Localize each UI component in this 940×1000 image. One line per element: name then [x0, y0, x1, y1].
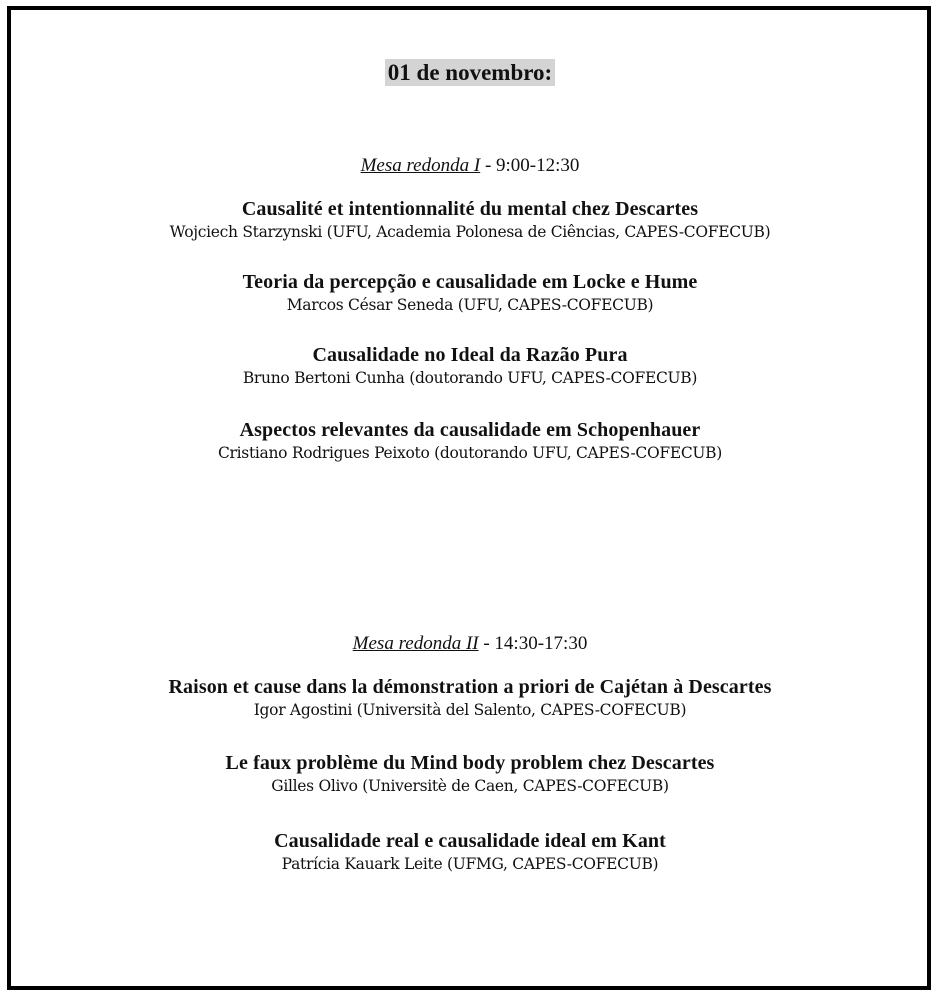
talk-author: Wojciech Starzynski (UFU, Academia Polonesa de Ciências, CAPES-COFECUB) [169, 223, 771, 241]
talk-title: Causalité et intentionnalité du mental chez Descartes [241, 198, 699, 220]
session-heading-1 [0, 155, 940, 177]
talk-author: Patrícia Kauark Leite (UFMG, CAPES-COFECUB) [281, 855, 659, 873]
talk-author: Gilles Olivo (Universitè de Caen, CAPES-COFECUB) [271, 777, 669, 795]
talk-author: Cristiano Rodrigues Peixoto (doutorando UFU, CAPES-COFECUB) [217, 444, 722, 462]
session-name: Mesa redonda I [360, 155, 481, 176]
talk-item [0, 418, 940, 464]
talk-title: Le faux problème du Mind body problem chez Descartes [225, 752, 715, 774]
session-time: - 9:00-12:30 [480, 155, 580, 176]
session-name: Mesa redonda II [352, 633, 479, 654]
talk-item [0, 197, 940, 243]
talk-title: Causalidade real e causalidade ideal em Kant [274, 830, 666, 852]
talk-author: Marcos César Seneda (UFU, CAPES-COFECUB) [286, 296, 654, 314]
talk-item [0, 829, 940, 875]
talk-item [0, 751, 940, 797]
date-heading [0, 60, 940, 86]
session-time: - 14:30-17:30 [478, 633, 588, 654]
talk-item [0, 270, 940, 316]
talk-title: Teoria da percepção e causalidade em Locke e Hume [242, 271, 698, 293]
talk-item [0, 343, 940, 389]
talk-title: Raison et cause dans la démonstration a priori de Cajétan à Descartes [168, 676, 772, 698]
talk-author: Bruno Bertoni Cunha (doutorando UFU, CAPES-COFECUB) [242, 369, 698, 387]
talk-title: Causalidade no Ideal da Razão Pura [312, 344, 628, 366]
date-heading-text: 01 de novembro: [385, 59, 555, 86]
session-heading-2 [0, 633, 940, 655]
talk-item [0, 675, 940, 721]
talk-title: Aspectos relevantes da causalidade em Schopenhauer [239, 419, 701, 441]
talk-author: Igor Agostini (Università del Salento, CAPES-COFECUB) [253, 701, 687, 719]
